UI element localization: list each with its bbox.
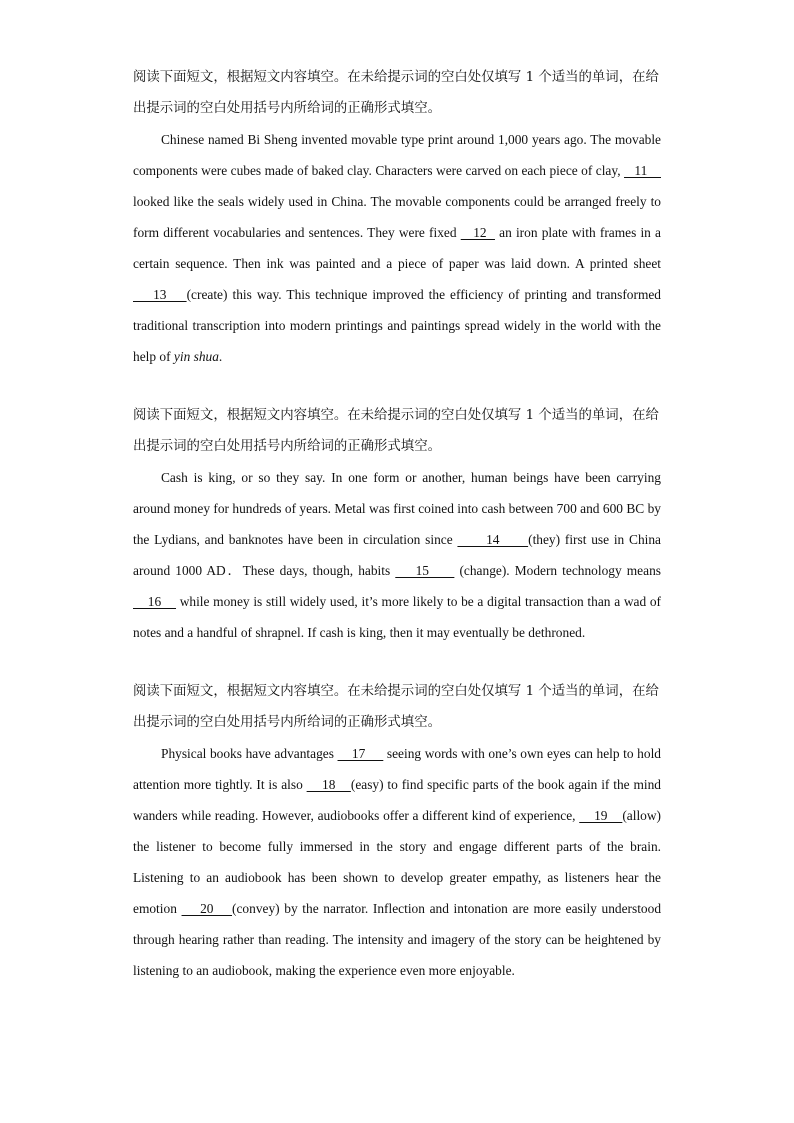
blank-14[interactable]: 14: [457, 532, 529, 547]
blank-13[interactable]: 13: [133, 287, 187, 302]
passage-text: while money is still widely used, it’s more likely to be a digital transaction than a wad of notes and a handful of shrapnel. If cash is king, then it may eventually be dethroned.: [133, 594, 662, 640]
passage-text: Chinese named Bi Sheng invented movable type print around 1,000 years ago. The movable components were cubes made of baked clay. Characters were carved on each piece of clay,: [133, 132, 661, 178]
blank-11[interactable]: 11: [624, 163, 661, 178]
instruction-text: 阅读下面短文，根据短文内容填空。在未给提示词的空白处仅填写 1 个适当的单词，在给出提示词的空白处用括号内所给词的正确形式填空。: [133, 684, 659, 730]
passage-text: Physical books have advantages: [161, 746, 338, 761]
blank-15[interactable]: 15: [395, 563, 455, 578]
passage-text: (allow) the listener to become fully immersed in the story and engage different parts of the brain. Listening to an audiobook has been shown to develop greater empathy, as listeners hear the emotion: [133, 808, 662, 916]
passage-paragraph: [133, 738, 661, 986]
pinyin-term: yin shua: [173, 349, 219, 364]
passage-text: looked like the seals widely used in China. The movable components could be arranged freely to form different vocabularies and sentences. They were fixed: [133, 194, 661, 240]
blank-18[interactable]: 18: [306, 777, 351, 792]
blank-16[interactable]: 16: [133, 594, 177, 609]
passage-text: (convey) by the narrator. Inflection and intonation are more easily understood through hearing rather than reading. The intensity and imagery of the story can be heightened by listening to an audiobook, making the experience even more enjoyable.: [133, 901, 662, 978]
passage-paragraph: [133, 462, 661, 648]
passage-text: (create) this way. This technique improved the efficiency of printing and transformed traditional transcription into modern printings and paintings spread widely in the world with the help of: [133, 287, 661, 364]
instruction-text: 阅读下面短文，根据短文内容填空。在未给提示词的空白处仅填写 1 个适当的单词，在给出提示词的空白处用括号内所给词的正确形式填空。: [133, 408, 659, 454]
instruction-text: 阅读下面短文，根据短文内容填空。在未给提示词的空白处仅填写 1 个适当的单词，在给出提示词的空白处用括号内所给词的正确形式填空。: [133, 70, 659, 116]
passage-text: (change). Modern technology means: [454, 563, 661, 578]
exercise-section-3: [133, 676, 661, 986]
blank-12[interactable]: 12: [460, 225, 495, 240]
blank-19[interactable]: 19: [579, 808, 623, 823]
passage-text: (they) first use in China around 1000 AD．These days, though, habits: [133, 532, 661, 578]
blank-20[interactable]: 20: [181, 901, 233, 916]
passage-text: .: [218, 349, 223, 364]
exercise-section-2: [133, 400, 661, 648]
passage-text: Cash is king, or so they say. In one form or another, human beings have been carrying around money for hundreds of years. Metal was first coined into cash between 700 and 600 BC by the Lydians, and banknotes have been in circulation since: [133, 470, 661, 547]
passage-text: seeing words with one’s own eyes can help to hold attention more tightly. It is also: [133, 746, 661, 792]
passage-paragraph: [133, 124, 661, 372]
passage-text: (easy) to find specific parts of the book again if the mind wanders while reading. However, audiobooks offer a different kind of experience,: [133, 777, 661, 823]
blank-17[interactable]: 17: [337, 746, 384, 761]
worksheet-page: [133, 62, 661, 1014]
passage-text: an iron plate with frames in a certain sequence. Then ink was painted and a piece of paper was laid down. A printed sheet: [133, 225, 661, 271]
exercise-section-1: [133, 62, 661, 372]
